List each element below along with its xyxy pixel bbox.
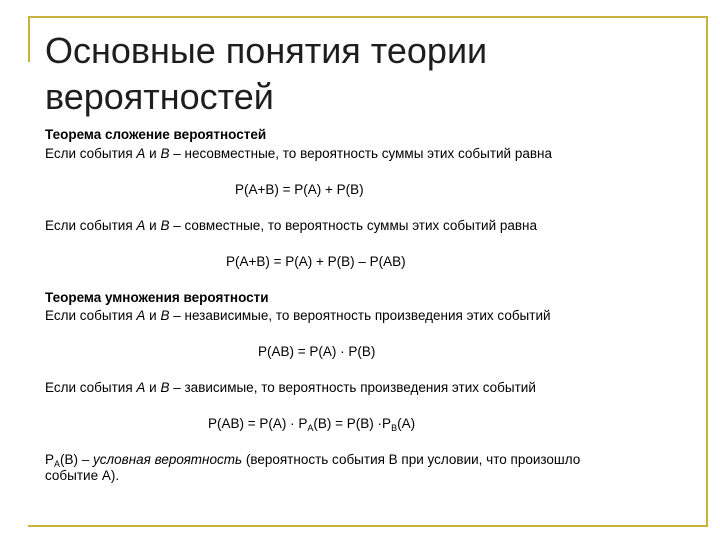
multiplication-theorem-heading: Теорема умножения вероятности bbox=[45, 290, 269, 305]
definition-p: P bbox=[45, 452, 55, 467]
formula-part-3: (A) bbox=[397, 416, 416, 431]
formula-part-1: P(AB) = P(A) · P bbox=[208, 416, 308, 431]
conjunction: и bbox=[145, 308, 161, 323]
event-b: В bbox=[160, 308, 170, 323]
event-b: В bbox=[160, 218, 170, 233]
addition-incompatible-formula: P(A+B) = P(A) + P(B) bbox=[235, 182, 364, 197]
event-a: А bbox=[136, 218, 146, 233]
text-prefix: Если события bbox=[45, 218, 137, 233]
conjunction: и bbox=[145, 146, 161, 161]
text-prefix: Если события bbox=[45, 380, 137, 395]
multiplication-dependent-text bbox=[45, 380, 536, 396]
definition-pb: (B) bbox=[60, 452, 79, 467]
conjunction: и bbox=[145, 218, 161, 233]
event-a: А bbox=[136, 380, 146, 395]
addition-compatible-formula: P(A+B) = P(A) + P(B) – P(AB) bbox=[226, 254, 406, 269]
addition-incompatible-text bbox=[45, 146, 552, 162]
text-suffix: – несовместные, то вероятность суммы этих событий равна bbox=[169, 146, 552, 161]
addition-compatible-text bbox=[45, 218, 537, 234]
definition-subscript: A bbox=[54, 459, 61, 469]
formula-part-2: (B) = P(B) ·P bbox=[313, 416, 392, 431]
slide-title-line-2: вероятностей bbox=[45, 76, 274, 117]
text-suffix: – зависимые, то вероятность произведения этих событий bbox=[169, 380, 536, 395]
slide-frame-bottom bbox=[28, 525, 708, 527]
text-prefix: Если события bbox=[45, 308, 137, 323]
slide-frame-left bbox=[28, 16, 30, 62]
text-suffix: – независимые, то вероятность произведения этих событий bbox=[169, 308, 551, 323]
definition-term: – условная вероятность bbox=[78, 452, 243, 467]
formula-subscript-a: A bbox=[307, 423, 314, 433]
event-a: А bbox=[136, 146, 146, 161]
event-a: А bbox=[136, 308, 146, 323]
multiplication-independent-formula: P(AB) = P(A) · P(B) bbox=[258, 344, 376, 359]
slide-title-line-1: Основные понятия теории bbox=[45, 30, 488, 71]
formula-subscript-b: B bbox=[391, 423, 398, 433]
text-prefix: Если события bbox=[45, 146, 137, 161]
slide-frame-right bbox=[706, 16, 708, 526]
addition-theorem-heading: Теорема сложение вероятностей bbox=[45, 127, 267, 142]
slide-title bbox=[45, 28, 685, 120]
conditional-probability-definition-line-2: событие А). bbox=[45, 468, 120, 483]
conjunction: и bbox=[145, 380, 161, 395]
conditional-probability-definition bbox=[45, 452, 580, 468]
slide-frame-top bbox=[28, 16, 708, 18]
text-suffix: – совместные, то вероятность суммы этих событий равна bbox=[169, 218, 538, 233]
definition-rest: (вероятность события В при условии, что произошло bbox=[242, 452, 581, 467]
multiplication-independent-text bbox=[45, 308, 551, 324]
event-b: В bbox=[160, 146, 170, 161]
event-b: В bbox=[160, 380, 170, 395]
multiplication-dependent-formula bbox=[208, 416, 415, 432]
